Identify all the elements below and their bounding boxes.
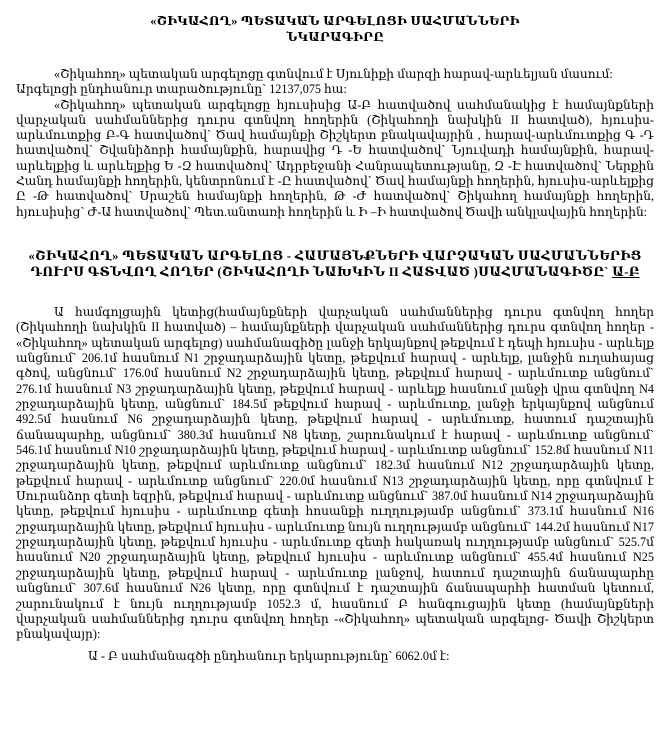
section-heading-line-2 bbox=[16, 264, 654, 281]
section-heading bbox=[16, 248, 654, 281]
section-heading-line-1: «ՇԻԿԱՀՈՂ» ՊԵՏԱԿԱՆ ԱՐԳԵԼՈՑ - ՀԱՄԱՅՆՔՆԵՐԻ ՎԱՐՉԱԿԱՆ ՍԱՀՄԱՆՆԵՐԻՑ bbox=[28, 248, 642, 263]
page-title-line-1: «ՇԻԿԱՀՈՂ» ՊԵՏԱԿԱՆ ԱՐԳԵԼՈՑԻ ՍԱՀՄԱՆՆԵՐԻ bbox=[150, 14, 520, 28]
section-heading-line-2-text: ԴՈՒՐՍ ԳՏՆՎՈՂ ՀՈՂԵՐ (ՇԻԿԱՀՈՂԻ ՆԱԽԿԻՆ II ՀԱՏՎԱԾ )ՍԱՀՄԱՆԱԳԻԾԸ` bbox=[30, 265, 613, 280]
title-spacer bbox=[16, 45, 654, 67]
section-gap-bottom bbox=[16, 281, 654, 305]
intro-paragraph-3: «Շիկահող» պետական արգելոցը հյուսիսից Ա-Բ հատվածով սահմանակից է համայնքների վարչական սահմաններից դուրս գտնվող հողերին (Շիկահողի նախկին II հատված), հյուսիս-արևմուտքից Բ-Գ հատվածով` Ծավ համայնքի Շիշկերտ բնակավայրին , հարավ-արևմուտքից Գ -Դ հատվածով` Շվանիձորի համայնքին, հարավից Դ -Ե հատվածով` Նյուվադի համայնքին, հարավ-արևելքից և արևելքից Ե -Զ հատվածով` Ադրբեջանի Հանրապետությանը, Զ -Է հատվածով` Ներքին Հանդ համայնքի հողերին, կենտրոնում է -Ը հատվածով` Ծավ համայնքի հողերին, հյուսիս-արևելքից Ը -Թ հատվածով` Սրաշեն համայնքի հողերին, Թ -Ժ հատվածով` Շիկահող համայնքի հողերին, հյուսիսից` Ժ-Ա հատվածով` Պետ.անտառի հողերին և Ի –Ի հատվածով Ծավի անկլավային հողերին: bbox=[16, 97, 654, 219]
intro-paragraph-2: Արգելոցի ընդհանուր տարածությունը` 12137,075 հա: bbox=[16, 82, 347, 97]
intro-paragraph-1: «Շիկահող» պետական արգելոցը գտնվում է Սյունիքի մարզի հարավ-արևելյան մասում: bbox=[54, 67, 613, 81]
page-title bbox=[16, 14, 654, 45]
page-title-line-2: ՆԿԱՐԱԳԻՐԸ bbox=[286, 29, 384, 44]
intro-block bbox=[16, 67, 654, 220]
section-heading-segment-label: Ա-Բ bbox=[612, 265, 640, 280]
section-gap-top bbox=[16, 220, 654, 248]
main-description-paragraph: Ա համգոլցային կետից(համայնքների վարչական սահմաններից դուրս գտնվող հողեր (Շիկահողի նախկին II հատված) – համայնքների վարչական սահմաններից դուրս գտնվող հողեր - «Շիկահող» պետական արգելոց) սահմանագիծը լանջի երկայնքով թեքվում է դեպի հյուսիս - արևելք անցնում` 206.1մ հասնում N1 շրջադարձային կետը, թեքվում հարավ - արևելք, լանջին ուղահայաց գծով, անցնում` 176.0մ հասնում N2 շրջադարձային կետը, թեքվում հարավ - արևմուտք անցնում` 276.1մ հասնում N3 շրջադարձային կետը, թեքվում հարավ - արևելք հասնում լանջի վրա գտնվող N4 շրջադարձային կետը, անցնում` 184.5մ թեքվում հարավ - արևմուտք, լանջի երկայնքով անցնում 492.5մ հասնում N6 շրջադարձային կետը, թեքվում հարավ - արևմուտք, հատում դաշտային ճանապարհը, անցնում` 380.3մ հասնում N8 կետը, շարունակում է հարավ - արևմուտք անցնում` 546.1մ հասնում N10 շրջադարձային կետը, թեքվում հարավ - արևմուտք անցնում` 152.8մ հասնում N11 շրջադարձային կետը, թեքվում արևմուտք անցնում` 182.3մ հասնում N12 շրջադարձային կետը, թեքվում հարավ - արևմուտք անցնում` 220.0մ հասնում N13 շրջադարձային կետը, որը գտնվում է Սուրանձոր գետի եզրին, թեքվում հարավ - արևմուտք անցնում` 387.0մ հասնում N14 շրջադարձային կետը, թեքվում հյուսիս - արևմուտք գետի հոսանքի ուղղությամբ անցնում` 373.1մ հասնում N16 շրջադարձային կետը, թեքվում հյուսիս - արևմուտք նույն ուղղությամբ անցնում` 144.2մ հասնում N17 շրջադարձային կետը, թեքվում հյուսիս - արևմուտք գետի հակառակ ուղղությամբ անցնում` 525.7մ հասնում N20 շրջադարձային կետը, թեքվում հյուսիս - արևմուտք անցնում` 455.4մ հասնում N25 շրջադարձային կետը, թեքվում հարավ - արևմուտք լանջով, հատում դաշտային ճանապարհը անցնում` 307.6մ հասնում N26 կետը, որը գտնվում է դաշտային ճանապարհի հատման կետում, շարունակում է նույն ուղղությամբ 1052.3 մ, հասնում Բ հանգուցային կետը (համայնքների վարչական սահմաններից դուրս գտնվող հողեր -«Շիկահող» պետական արգելոց- Ծավի Շիշկերտ բնակավայր): bbox=[16, 304, 654, 642]
closing-length-line: Ա - Բ սահմանագծի ընդհանուր երկարությունը` 6062.0մ է: bbox=[88, 648, 450, 663]
